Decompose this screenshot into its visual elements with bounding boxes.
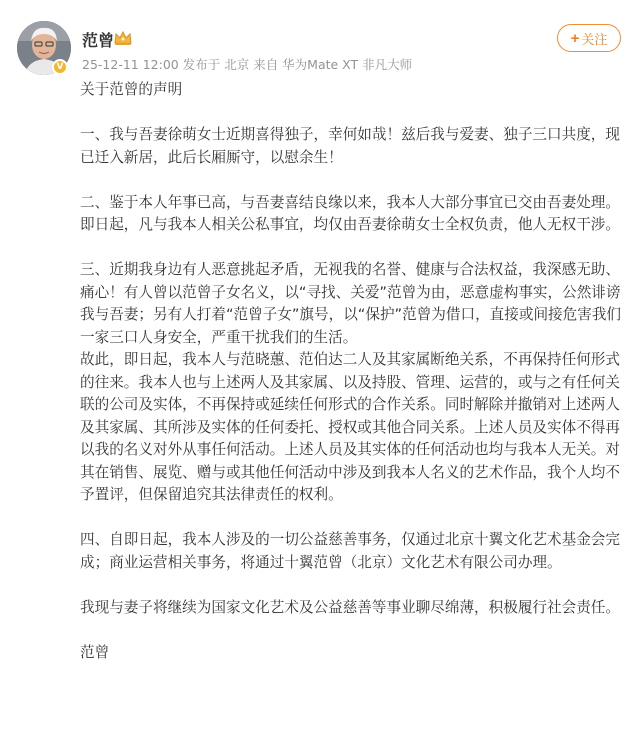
signature: 范曾 [80, 643, 110, 661]
crown-icon [113, 30, 133, 46]
post-meta [82, 55, 412, 73]
paragraph-1: 一、我与吾妻徐萌女士近期喜得独子，幸何如哉！兹后我与爱妻、独子三口共度，现已迁入新居，此后长厢厮守，以慰余生！ [80, 126, 620, 166]
paragraph-5: 我现与妻子将继续为国家文化艺术及公益慈善等事业聊尽绵薄，积极履行社会责任。 [80, 598, 620, 616]
post-timestamp[interactable]: 25-12-11 12:00 [82, 57, 179, 72]
statement-title: 关于范曾的声明 [80, 81, 183, 98]
follow-button[interactable] [557, 24, 621, 52]
follow-button-label: 关注 [581, 31, 608, 47]
post-content [80, 79, 632, 664]
paragraph-3: 三、近期我身边有人恶意挑起矛盾，无视我的名誉、健康与合法权益，我深感无助、痛心！有人曾以范曾子女名义，以“寻找、关爱”范曾为由，恶意虚构事实，公然诽谤我与吾妻；另有人打着“范曾子女”旗号，以“保护”范曾为借口，直接或间接危害我们一家三口人身安全，严重干扰我们的生活。 [80, 261, 622, 346]
paragraph-2: 二、鉴于本人年事已高，与吾妻喜结良缘以来，我本人大部分事宜已交由吾妻处理。即日起，凡与我本人相关公私事宜，均仅由吾妻徐萌女士全权负责，他人无权干涉。 [80, 193, 620, 233]
verified-badge-label: V [56, 61, 64, 72]
verified-badge-icon [52, 59, 68, 75]
paragraph-4: 四、自即日起，我本人涉及的一切公益慈善事务，仅通过北京十翼文化艺术基金会完成；商业运营相关事务，将通过十翼范曾（北京）文化艺术有限公司办理。 [80, 531, 620, 571]
post-location: 发布于 北京 [182, 57, 250, 72]
plus-icon: + [570, 29, 580, 47]
paragraph-3-continued: 故此，即日起，我本人与范晓蕙、范伯达二人及其家属断绝关系，不再保持任何形式的往来。我本人也与上述两人及其家属、以及持股、管理、运营的，或与之有任何关联的公司及实体，不再保持或延续任何形式的合作关系。同时解除并撤销对上述两人及其家属、其所涉及实体的任何委托、授权或其他合同关系。上述人员及实体不得再以我的名义对外从事任何活动。上述人员及其实体的任何活动也均与我本人无关。对其在销售、展览、赠与或其他任何活动中涉及到我本人名义的艺术作品，我个人均不予置评，但保留追究其法律责任的权利。 [80, 351, 620, 503]
post-source: 来自 华为Mate XT 非凡大师 [253, 57, 413, 72]
author-name[interactable]: 范曾 [82, 31, 115, 50]
